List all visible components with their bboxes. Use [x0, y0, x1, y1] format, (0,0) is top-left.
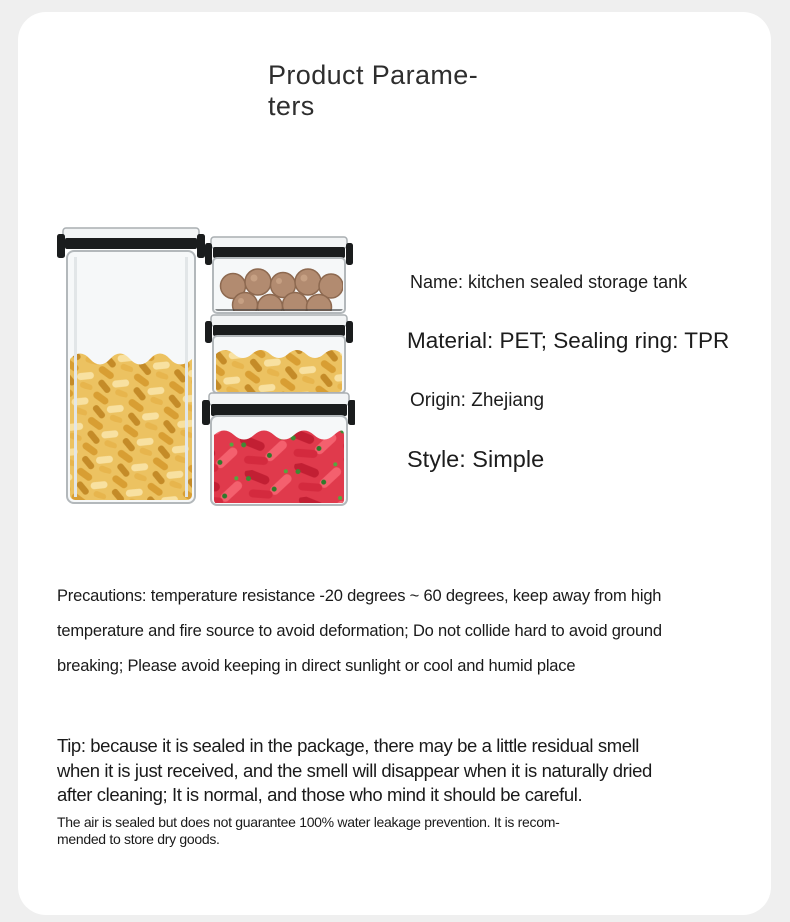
note-line-1: The air is sealed but does not guarantee 100% water leakage prevention. It is recom-: [57, 814, 560, 830]
tip-line-2: when it is just received, and the smell will disappear when it is naturally dried: [57, 759, 652, 781]
product-photo: [55, 223, 355, 513]
title-line-2: ters: [268, 91, 315, 121]
disclaimer-note: [57, 814, 559, 847]
stacked-containers: [202, 237, 355, 505]
precautions-text: [57, 579, 662, 684]
title-line-1: Product Parame-: [268, 60, 479, 90]
tip-text: [57, 734, 652, 808]
spec-material: Material: PET; Sealing ring: TPR: [407, 328, 730, 353]
precautions-line-1: Precautions: temperature resistance -20 degrees ~ 60 degrees, keep away from high: [57, 587, 662, 605]
precautions-line-3: breaking; Please avoid keeping in direct sunlight or cool and humid place: [57, 657, 576, 675]
note-line-2: mended to store dry goods.: [57, 830, 220, 847]
precautions-line-2: temperature and fire source to avoid deformation; Do not collide hard to avoid ground: [57, 622, 662, 640]
page-title: [268, 60, 478, 122]
tip-line-1: Tip: because it is sealed in the package, there may be a little residual smell: [57, 735, 640, 756]
spec-origin: Origin: Zhejiang: [410, 390, 545, 411]
tip-line-3: after cleaning; It is normal, and those who mind it should be careful.: [57, 784, 583, 805]
chili-fill: [214, 431, 344, 504]
fusilli-pasta-fill: [70, 354, 192, 501]
spec-name: Name: kitchen sealed storage tank: [410, 272, 688, 292]
spec-style: Style: Simple: [407, 446, 545, 472]
top-container-balls: [205, 237, 353, 320]
middle-container-pasta: [205, 315, 353, 393]
tall-container: [57, 228, 205, 503]
bottom-container-chilies: [202, 393, 355, 505]
